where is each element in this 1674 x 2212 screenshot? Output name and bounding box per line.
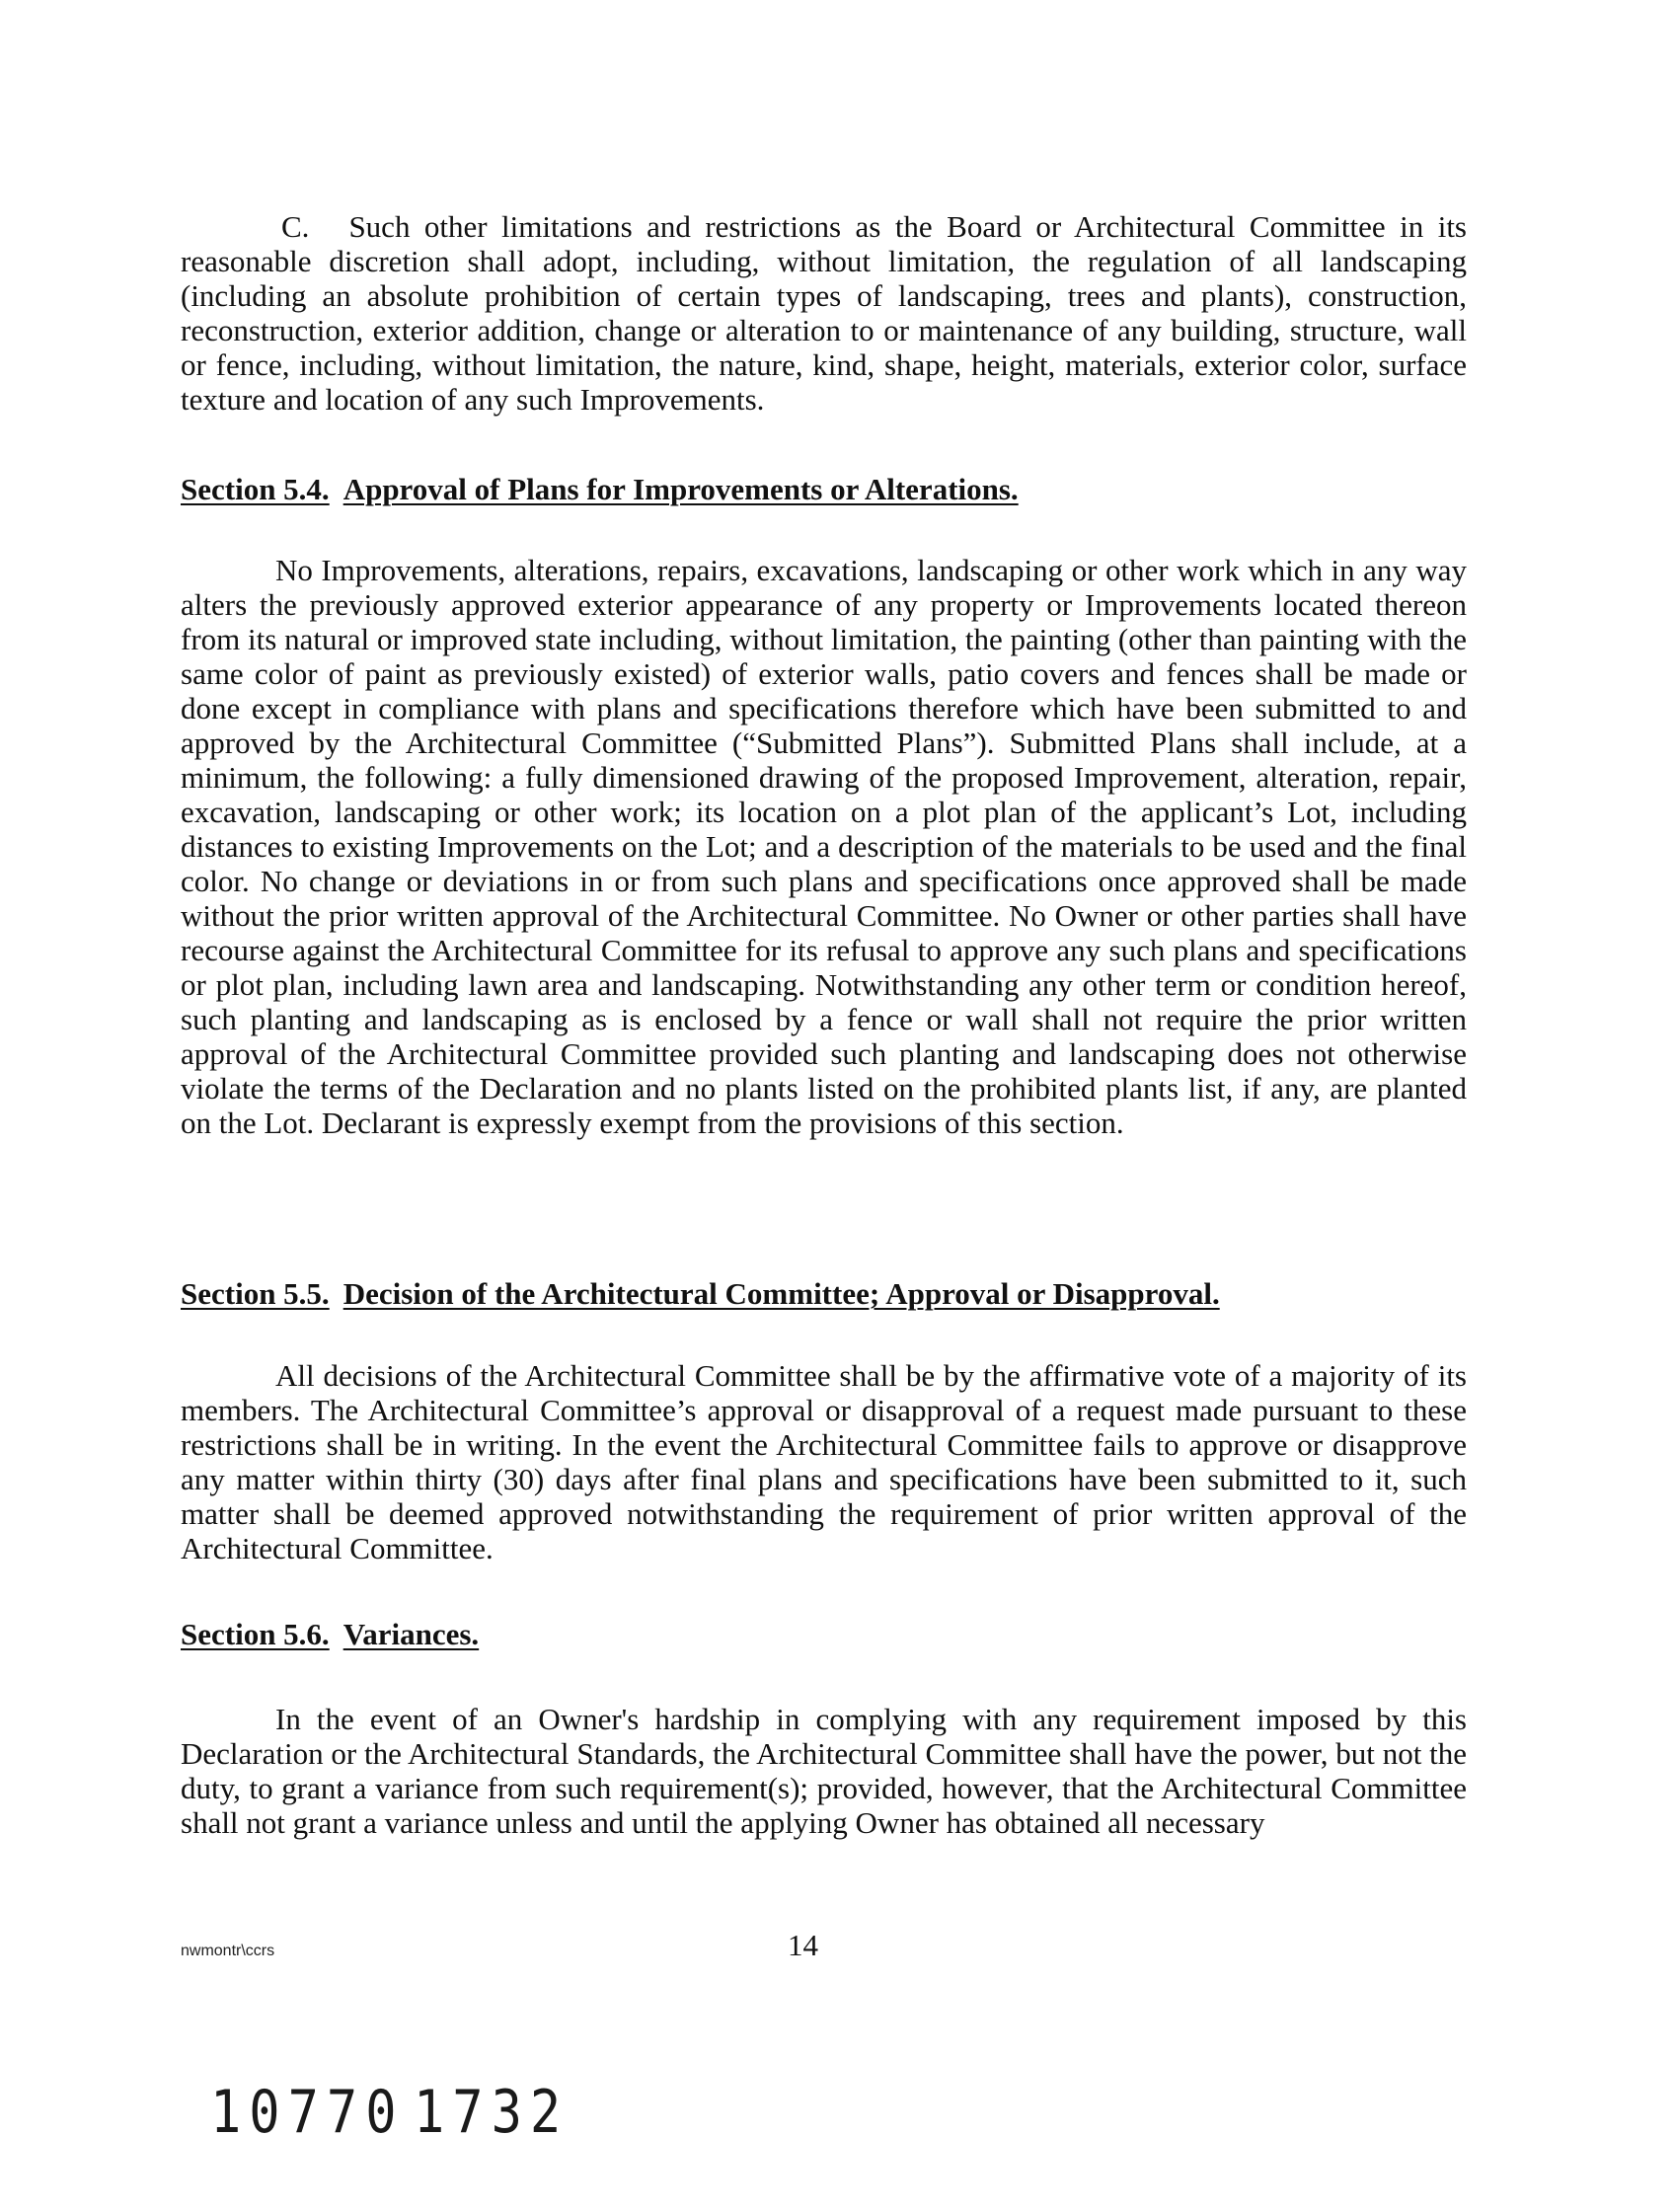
section-5-5-body xyxy=(181,1358,1467,1565)
section-5-5-number: Section 5.5. xyxy=(181,1276,330,1311)
section-5-4-heading xyxy=(181,472,1019,507)
recording-stamp-book: 10770 xyxy=(210,2079,405,2147)
section-5-4-text: No Improvements, alterations, repairs, excavations, landscaping or other work which in any way alters the previously approved exterior appearance of any property or Improvements located thereon from its natural or improved state including, without limitation, the painting (other than painting with the same color of paint as previously existed) of exterior walls, patio covers and fences shall be made or done except in compliance with plans and specifications therefore which have been submitted to and approved by the Architectural Committee (“Submitted Plans”). Submitted Plans shall include, at a minimum, the following: a fully dimensioned drawing of the proposed Improvement, alteration, repair, excavation, landscaping or other work; its location on a plot plan of the applicant’s Lot, including distances to existing Improvements on the Lot; and a description of the materials to be used and the final color. No change or deviations in or from such plans and specifications once approved shall be made without the prior written approval of the Architectural Committee. No Owner or other parties shall have recourse against the Architectural Committee for its refusal to approve any such plans and specifications or plot plan, including lawn area and landscaping. Notwithstanding any other term or condition hereof, such planting and landscaping as is enclosed by a fence or wall shall not require the prior written approval of the Architectural Committee provided such planting and landscaping does not otherwise violate the terms of the Declaration and no plants listed on the prohibited plants list, if any, are planted on the Lot. Declarant is expressly exempt from the provisions of this section. xyxy=(181,553,1467,1140)
section-5-5-title: Decision of the Architectural Committee; Approval or Disapproval. xyxy=(342,1276,1220,1311)
section-5-4-number: Section 5.4. xyxy=(181,472,330,506)
paragraph-c xyxy=(181,209,1467,417)
section-5-6-body xyxy=(181,1702,1467,1840)
section-5-6-text: In the event of an Owner's hardship in complying with any requirement imposed by this Declaration or the Architectural Standards, the Architectural Committee shall have the power, but not the duty, to grant a variance from such requirement(s); provided, however, that the Architectural Committee shall not grant a variance unless and until the applying Owner has obtained all necessary xyxy=(181,1702,1467,1840)
section-5-6-heading xyxy=(181,1617,479,1652)
paragraph-c-label: C. xyxy=(281,209,310,244)
section-5-6-title: Variances. xyxy=(342,1617,480,1651)
section-5-4-body xyxy=(181,553,1467,1140)
section-5-4-title: Approval of Plans for Improvements or Alterations. xyxy=(342,472,1019,506)
section-5-5-heading xyxy=(181,1276,1220,1312)
recording-stamp-page: 1732 xyxy=(414,2079,570,2147)
section-5-6-number: Section 5.6. xyxy=(181,1617,330,1651)
footer-file-code: nwmontr\ccrs xyxy=(181,1943,275,1959)
page-number: 14 xyxy=(788,1928,818,1962)
paragraph-c-text: Such other limitations and restrictions as the Board or Architectural Committee in its reasonable discretion shall adopt, including, without limitation, the regulation of all landscaping (including an absolute prohibition of certain types of landscaping, trees and plants), construction, reconstruction, exterior addition, change or alteration to or maintenance of any building, structure, wall or fence, including, without limitation, the nature, kind, shape, height, materials, exterior color, surface texture and location of any such Improvements. xyxy=(181,209,1467,417)
section-5-5-text: All decisions of the Architectural Committee shall be by the affirmative vote of a majority of its members. The Architectural Committee’s approval or disapproval of a request made pursuant to these restrictions shall be in writing. In the event the Architectural Committee fails to approve or disapprove any matter within thirty (30) days after final plans and specifications have been submitted to it, such matter shall be deemed approved notwithstanding the requirement of prior written approval of the Architectural Committee. xyxy=(181,1358,1467,1565)
